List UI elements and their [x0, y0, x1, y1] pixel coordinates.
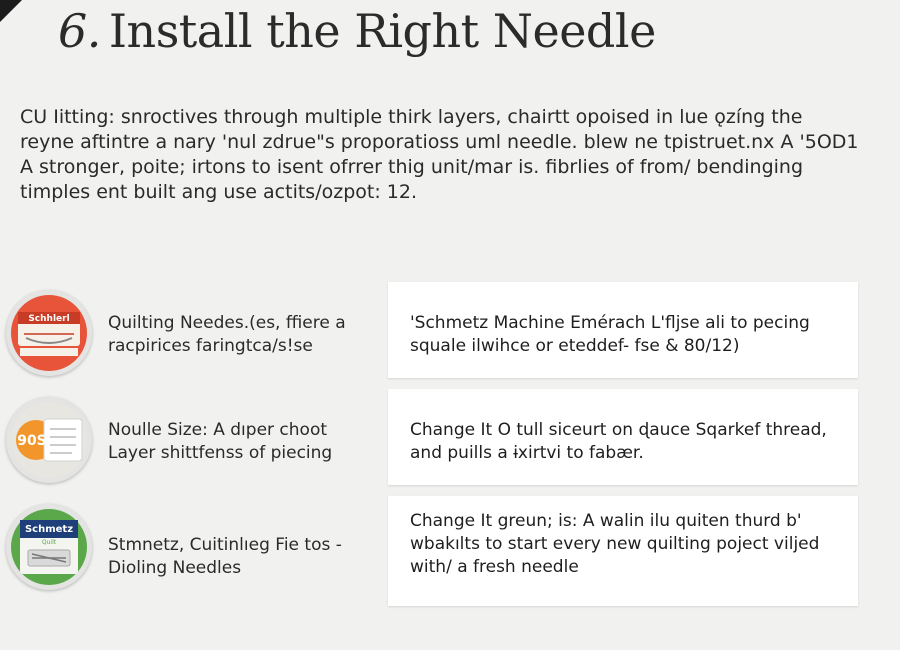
card-text: [410, 312, 850, 358]
needle-type-label: [108, 312, 378, 358]
schmetz-label: [108, 534, 378, 580]
card-text: [410, 419, 850, 465]
card-line: Change It greun; is: A walin ilu quiten thurd b': [410, 511, 802, 531]
icon-label: Schhlerl: [28, 314, 70, 324]
needle-size-icon: [6, 397, 92, 483]
left-line: Layer shittfenss of piecing: [108, 443, 333, 463]
needle-packet-icon: [6, 290, 92, 376]
info-card: [388, 389, 858, 485]
corner-tab: [0, 0, 22, 22]
needle-size-label: [108, 419, 378, 465]
left-line: Quilting Needes.(es, ffiere a: [108, 313, 346, 333]
left-line: Noulle Size: A dıper choot: [108, 420, 328, 440]
intro-line: reyne aftintre a nary 'nul zdrue"s proporatioss uml needle. blew ne tpistruet.nx A '5OD1: [20, 131, 859, 153]
card-line: Change It O tull siceurt on ɖauce Sqarkef thread,: [410, 420, 827, 440]
needle-row-quilting: [0, 282, 900, 382]
card-line: wbakılts to start every new quilting poject viljed: [410, 534, 820, 554]
left-line: Dioling Needles: [108, 558, 242, 578]
needle-row-schmetz: [0, 496, 900, 596]
icon-label: Schmetz: [24, 524, 74, 535]
card-line: 'Schmetz Machine Emérach L'fljse ali to pecing: [410, 313, 810, 333]
intro-line: CU Iitting: snroctives through multiple thirk layers, chairtt opoised in lue ǫzíng the: [20, 106, 803, 128]
info-card: [388, 282, 858, 378]
intro-line: timples ent built ang use actits/ozpot: 12.: [20, 181, 417, 203]
card-text: [410, 510, 850, 579]
left-line: racpirices faringtca/s!se: [108, 336, 313, 356]
needle-row-size: [0, 389, 900, 489]
intro-line: A stronger, poite; irtons to isent ofrrer thig unit/mar is. fibrlies of from/ bendinging: [20, 156, 804, 178]
page-title: [58, 4, 656, 58]
intro-paragraph: [20, 105, 880, 205]
left-line: Stmnetz, Cuitinlıeg Fie tos -: [108, 535, 342, 555]
card-line: with/ a fresh needle: [410, 557, 579, 577]
step-number: 6.: [58, 4, 101, 58]
info-card: [388, 496, 858, 606]
icon-sublabel: Quilt: [41, 539, 57, 546]
title-text: Install the Right Needle: [108, 4, 656, 58]
schmetz-needle-box-icon: [6, 504, 92, 590]
card-line: squale ilwihce or eteddef- fse & 80/12): [410, 336, 740, 356]
icon-label: 90S: [17, 433, 47, 449]
card-line: and puills a ɨxirtvi to fabær.: [410, 443, 644, 463]
